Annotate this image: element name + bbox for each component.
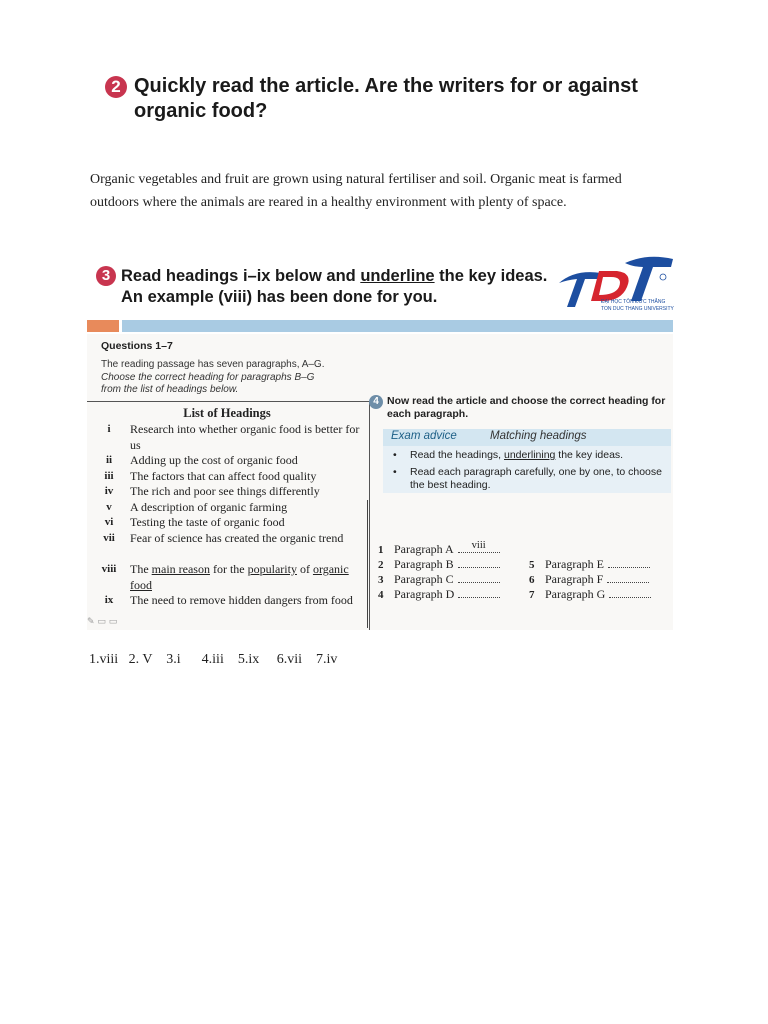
heading-text: The factors that can affect food quality	[130, 469, 317, 483]
answer-blank[interactable]	[608, 557, 650, 568]
task-3-title-part2: the key ideas. An example (viii) has been done for you.	[121, 267, 548, 306]
heading-text: The need to remove hidden dangers from food	[130, 593, 353, 607]
questions-title: Questions 1–7	[101, 340, 173, 352]
heading-text: The rich and poor see things differently	[130, 484, 320, 498]
tdtu-logo	[555, 255, 675, 317]
questions-instructions	[101, 359, 381, 397]
bullet-icon: •	[393, 466, 397, 478]
matching-headings-label: Matching headings	[490, 430, 587, 442]
heading-text: A description of organic farming	[130, 500, 288, 514]
answer-blank[interactable]: viii	[458, 542, 500, 553]
paragraph-slot: 5 Paragraph E	[529, 557, 650, 572]
heading-text: Fear of science has created the organic trend	[130, 531, 344, 545]
heading-number: iii	[104, 470, 114, 482]
heading-number: ii	[105, 454, 113, 466]
intro-paragraph: Organic vegetables and fruit are grown using natural fertiliser and soil. Organic meat is farmed outdoors where the animals are reared in a healthy environment with plenty of space.	[90, 172, 622, 210]
logo-line-1: ĐẠI HỌC TÔN ĐỨC THẮNG	[601, 299, 666, 305]
task-3-title-part1: Read headings i–ix below and	[121, 267, 361, 285]
heading-number: vi	[104, 516, 114, 528]
heading-number: iv	[104, 485, 114, 497]
paragraph-slot: 3 Paragraph C	[378, 572, 500, 587]
questions-line-2: Choose the correct heading for paragraphs B–G	[101, 371, 315, 383]
paragraph-slot: 1 Paragraph A viii	[378, 542, 500, 557]
answer-blank[interactable]	[458, 557, 500, 568]
answer-blank[interactable]	[458, 587, 500, 598]
paragraph-slot: 6 Paragraph F	[529, 572, 649, 587]
logo-line-2: TON DUC THANG UNIVERSITY	[601, 306, 674, 312]
list-of-headings-title: List of Headings	[183, 406, 271, 420]
heading-number: i	[107, 423, 111, 435]
task-4-title: Now read the article and choose the correct heading for each paragraph.	[387, 395, 666, 420]
answers-line: 1.viii 2. V 3.i 4.iii 5.ix 6.vii 7.iv	[89, 652, 338, 667]
questions-line-3: from the list of headings below.	[101, 384, 239, 395]
task-3-title-underlined: underline	[360, 267, 435, 285]
scan-edit-icons: ✎ ▭ ▭	[87, 617, 118, 627]
heading-number: vii	[103, 532, 115, 544]
heading-text: Adding up the cost of organic food	[130, 453, 298, 467]
answer-blank[interactable]	[607, 572, 649, 583]
answer-blank[interactable]	[458, 572, 500, 583]
task-2-title: Quickly read the article. Are the writers for or against organic food?	[134, 75, 638, 122]
heading-number: viii	[101, 563, 117, 575]
heading-text: Testing the taste of organic food	[130, 515, 285, 529]
task-2-badge: 2	[105, 76, 127, 98]
heading-number: ix	[104, 594, 114, 606]
heading-text: Research into whether organic food is better for us	[130, 422, 360, 452]
exam-advice-label: Exam advice	[391, 430, 457, 442]
section-bar-blue	[122, 320, 673, 332]
answer-blank[interactable]	[609, 587, 651, 598]
task-3-badge: 3	[96, 266, 116, 286]
questions-line-1: The reading passage has seven paragraphs, A–G.	[101, 359, 325, 370]
heading-text: The main reason for the popularity of organic food	[130, 562, 349, 592]
section-bar-orange	[87, 320, 119, 332]
heading-number: v	[106, 501, 112, 513]
task-3-title	[121, 266, 551, 308]
paragraph-slot: 4 Paragraph D	[378, 587, 500, 602]
divider-line	[367, 500, 368, 628]
task-4-badge: 4	[369, 395, 383, 409]
paragraph-slot: 2 Paragraph B	[378, 557, 500, 572]
paragraph-slot: 7 Paragraph G	[529, 587, 651, 602]
bullet-icon: •	[393, 449, 397, 461]
